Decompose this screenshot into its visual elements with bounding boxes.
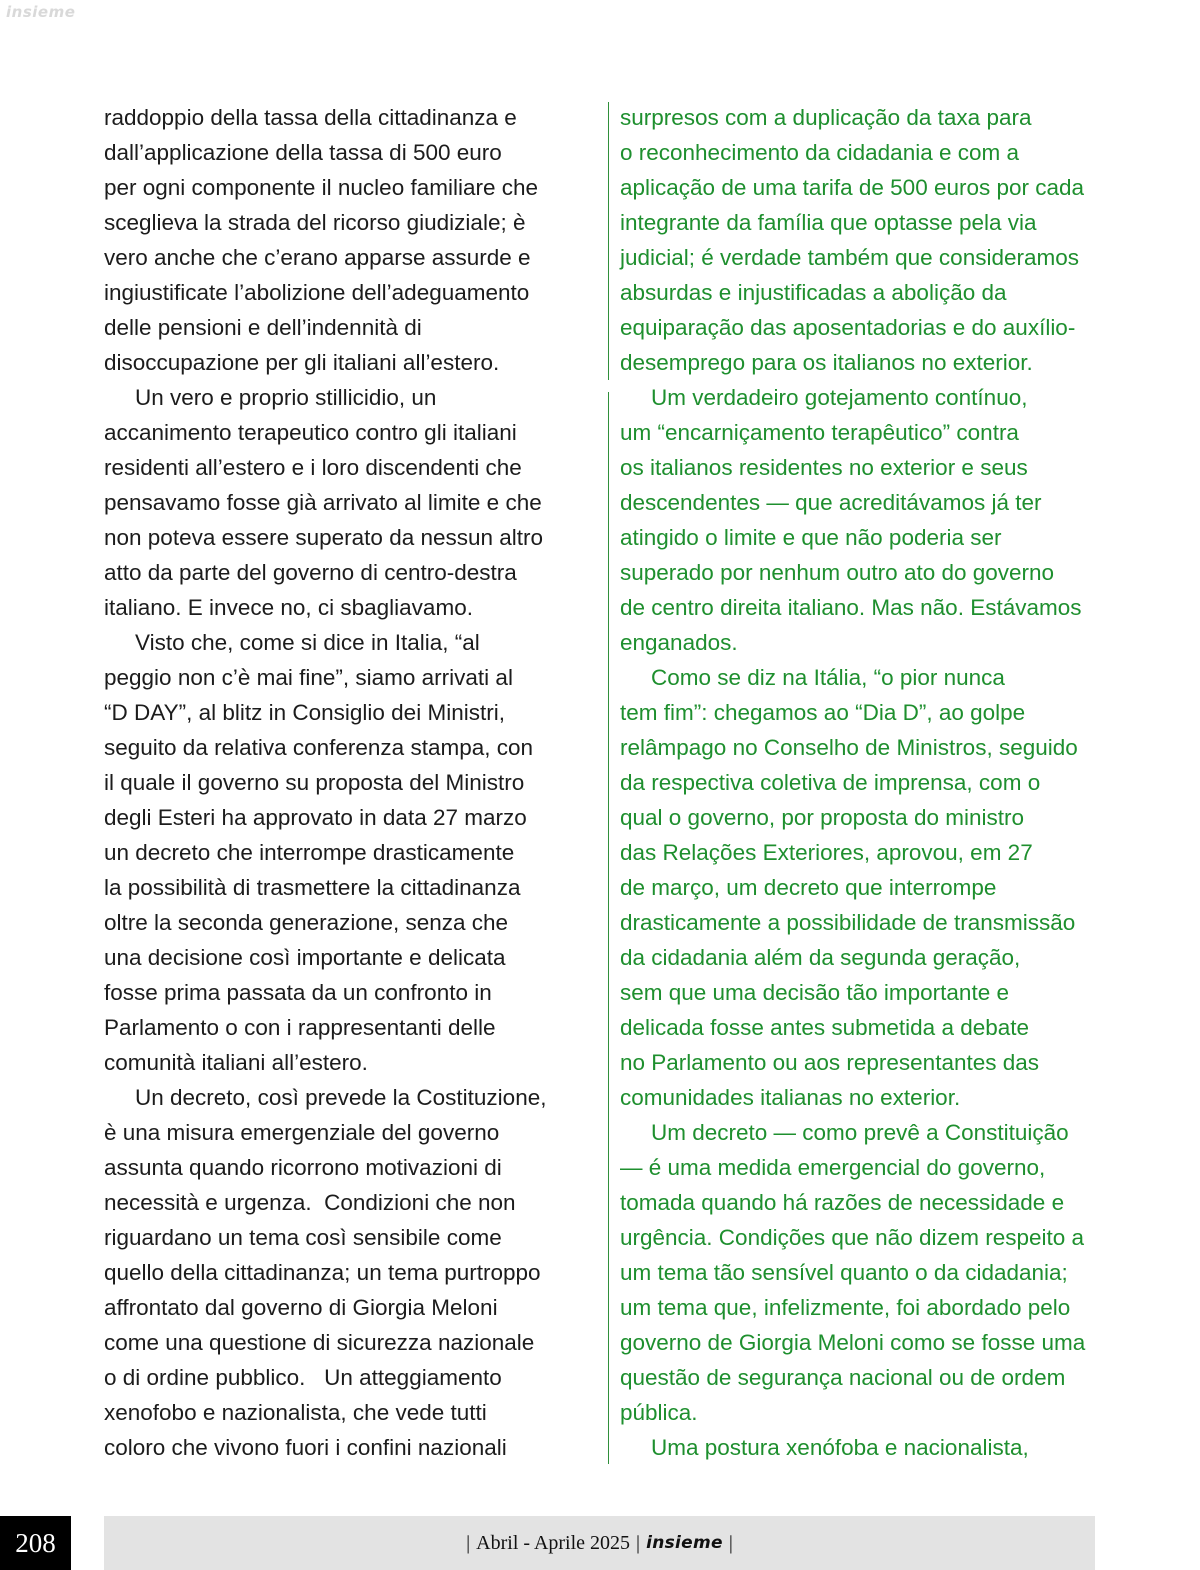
text-line: equiparação das aposentadorias e do auxílio-	[620, 315, 1076, 340]
text-line: Visto che, come si dice in Italia, “al	[135, 630, 480, 655]
text-line: fosse prima passata da un confronto in	[104, 980, 492, 1005]
text-line: superado por nenhum outro ato do governo	[620, 560, 1055, 585]
text-line: urgência. Condições que não dizem respeito a	[620, 1225, 1085, 1250]
text-line: “D DAY”, al blitz in Consiglio dei Ministri,	[104, 700, 505, 725]
text-line: questão de segurança nacional ou de ordem	[620, 1365, 1066, 1390]
text-line: italiano. E invece no, ci sbagliavamo.	[104, 595, 473, 620]
text-line: atto da parte del governo di centro-destra	[104, 560, 517, 585]
text-line: riguardano un tema così sensibile come	[104, 1225, 502, 1250]
text-line: um tema tão sensível quanto o da cidadania;	[620, 1260, 1068, 1285]
text-line: xenofobo e nazionalista, che vede tutti	[104, 1400, 487, 1425]
text-line: da respectiva coletiva de imprensa, com o	[620, 770, 1041, 795]
text-line: de março, um decreto que interrompe	[620, 875, 997, 900]
text-line: necessità e urgenza. Condizioni che non	[104, 1190, 516, 1215]
text-line: pensavamo fosse già arrivato al limite e che	[104, 490, 542, 515]
text-line: peggio non c’è mai fine”, siamo arrivati al	[104, 665, 513, 690]
text-line: un decreto che interrompe drasticamente	[104, 840, 515, 865]
text-line: delle pensioni e dell’indennità di	[104, 315, 422, 340]
text-line: das Relações Exteriores, aprovou, em 27	[620, 840, 1033, 865]
text-line: Un vero e proprio stillicidio, un	[135, 385, 437, 410]
text-line: è una misura emergenziale del governo	[104, 1120, 500, 1145]
text-line: atingido o limite e que não poderia ser	[620, 525, 1002, 550]
page-number: 208	[0, 1516, 71, 1570]
text-line: non poteva essere superato da nessun altro	[104, 525, 544, 550]
text-line: o di ordine pubblico. Un atteggiamento	[104, 1365, 502, 1390]
text-line: come una questione di sicurezza nazionale	[104, 1330, 535, 1355]
text-line: surpresos com a duplicação da taxa para	[620, 105, 1032, 130]
text-line: Um decreto — como prevê a Constituição	[651, 1120, 1069, 1145]
portuguese-column	[620, 100, 1180, 1465]
text-line: Parlamento o con i rappresentanti delle	[104, 1015, 496, 1040]
text-line: um tema que, infelizmente, foi abordado pelo	[620, 1295, 1071, 1320]
text-line: de centro direita italiano. Mas não. Estávamos	[620, 595, 1082, 620]
text-line: relâmpago no Conselho de Ministros, seguido	[620, 735, 1078, 760]
masthead-logo: insieme	[6, 3, 76, 21]
text-line: tomada quando há razões de necessidade e	[620, 1190, 1065, 1215]
text-line: raddoppio della tassa della cittadinanza e	[104, 105, 517, 130]
text-line: no Parlamento ou aos representantes das	[620, 1050, 1040, 1075]
text-line: drasticamente a possibilidade de transmissão	[620, 910, 1076, 935]
text-line: il quale il governo su proposta del Ministro	[104, 770, 525, 795]
text-line: qual o governo, por proposta do ministro	[620, 805, 1024, 830]
footer-separator: |	[466, 1531, 471, 1554]
text-line: Un decreto, così prevede la Costituzione,	[135, 1085, 547, 1110]
text-line: vero anche che c’erano apparse assurde e	[104, 245, 531, 270]
text-line: comunidades italianas no exterior.	[620, 1085, 961, 1110]
text-line: enganados.	[620, 630, 738, 655]
text-line: assunta quando ricorrono motivazioni di	[104, 1155, 502, 1180]
footer-separator: |	[728, 1531, 733, 1554]
text-line: desemprego para os italianos no exterior.	[620, 350, 1033, 375]
text-line: quello della cittadinanza; un tema purtroppo	[104, 1260, 541, 1285]
text-line: os italianos residentes no exterior e seus	[620, 455, 1028, 480]
column-divider	[608, 392, 609, 1464]
text-line: coloro che vivono fuori i confini nazionali	[104, 1435, 507, 1460]
text-line: dall’applicazione della tassa di 500 euro	[104, 140, 502, 165]
text-line: la possibilità di trasmettere la cittadinanza	[104, 875, 521, 900]
text-line: aplicação de uma tarifa de 500 euros por cada	[620, 175, 1085, 200]
text-line: o reconhecimento da cidadania e com a	[620, 140, 1020, 165]
text-line: disoccupazione per gli italiani all’estero.	[104, 350, 500, 375]
text-line: — é uma medida emergencial do governo,	[620, 1155, 1046, 1180]
text-line: Como se diz na Itália, “o pior nunca	[651, 665, 1005, 690]
text-line: judicial; é verdade também que consideramos	[620, 245, 1079, 270]
text-line: sem que uma decisão tão importante e	[620, 980, 1009, 1005]
text-line: delicada fosse antes submetida a debate	[620, 1015, 1030, 1040]
text-line: um “encarniçamento terapêutico” contra	[620, 420, 1019, 445]
text-line: degli Esteri ha approvato in data 27 marzo	[104, 805, 527, 830]
text-line: tem fim”: chegamos ao “Dia D”, ao golpe	[620, 700, 1026, 725]
footer-date: Abril - Aprile 2025	[476, 1531, 631, 1554]
text-line: sceglieva la strada del ricorso giudiziale; è	[104, 210, 526, 235]
italian-column	[104, 100, 594, 1465]
text-line: descendentes — que acreditávamos já ter	[620, 490, 1042, 515]
text-line: oltre la seconda generazione, senza che	[104, 910, 509, 935]
footer-separator: |	[636, 1531, 641, 1554]
text-line: Um verdadeiro gotejamento contínuo,	[651, 385, 1028, 410]
text-line: per ogni componente il nucleo familiare che	[104, 175, 539, 200]
text-line: Uma postura xenófoba e nacionalista,	[651, 1435, 1029, 1460]
footer-magazine-name: insieme	[646, 1533, 723, 1553]
footer-bar	[104, 1516, 1095, 1570]
text-line: comunità italiani all’estero.	[104, 1050, 368, 1075]
text-line: pública.	[620, 1400, 698, 1425]
text-line: governo de Giorgia Meloni como se fosse uma	[620, 1330, 1086, 1355]
text-line: ingiustificate l’abolizione dell’adeguamento	[104, 280, 530, 305]
text-line: residenti all’estero e i loro discendenti che	[104, 455, 522, 480]
text-line: seguito da relativa conferenza stampa, con	[104, 735, 534, 760]
column-divider	[608, 102, 609, 380]
text-line: accanimento terapeutico contro gli italiani	[104, 420, 517, 445]
text-line: absurdas e injustificadas a abolição da	[620, 280, 1007, 305]
text-line: da cidadania além da segunda geração,	[620, 945, 1021, 970]
text-line: integrante da família que optasse pela via	[620, 210, 1037, 235]
text-line: una decisione così importante e delicata	[104, 945, 506, 970]
text-line: affrontato dal governo di Giorgia Meloni	[104, 1295, 498, 1320]
